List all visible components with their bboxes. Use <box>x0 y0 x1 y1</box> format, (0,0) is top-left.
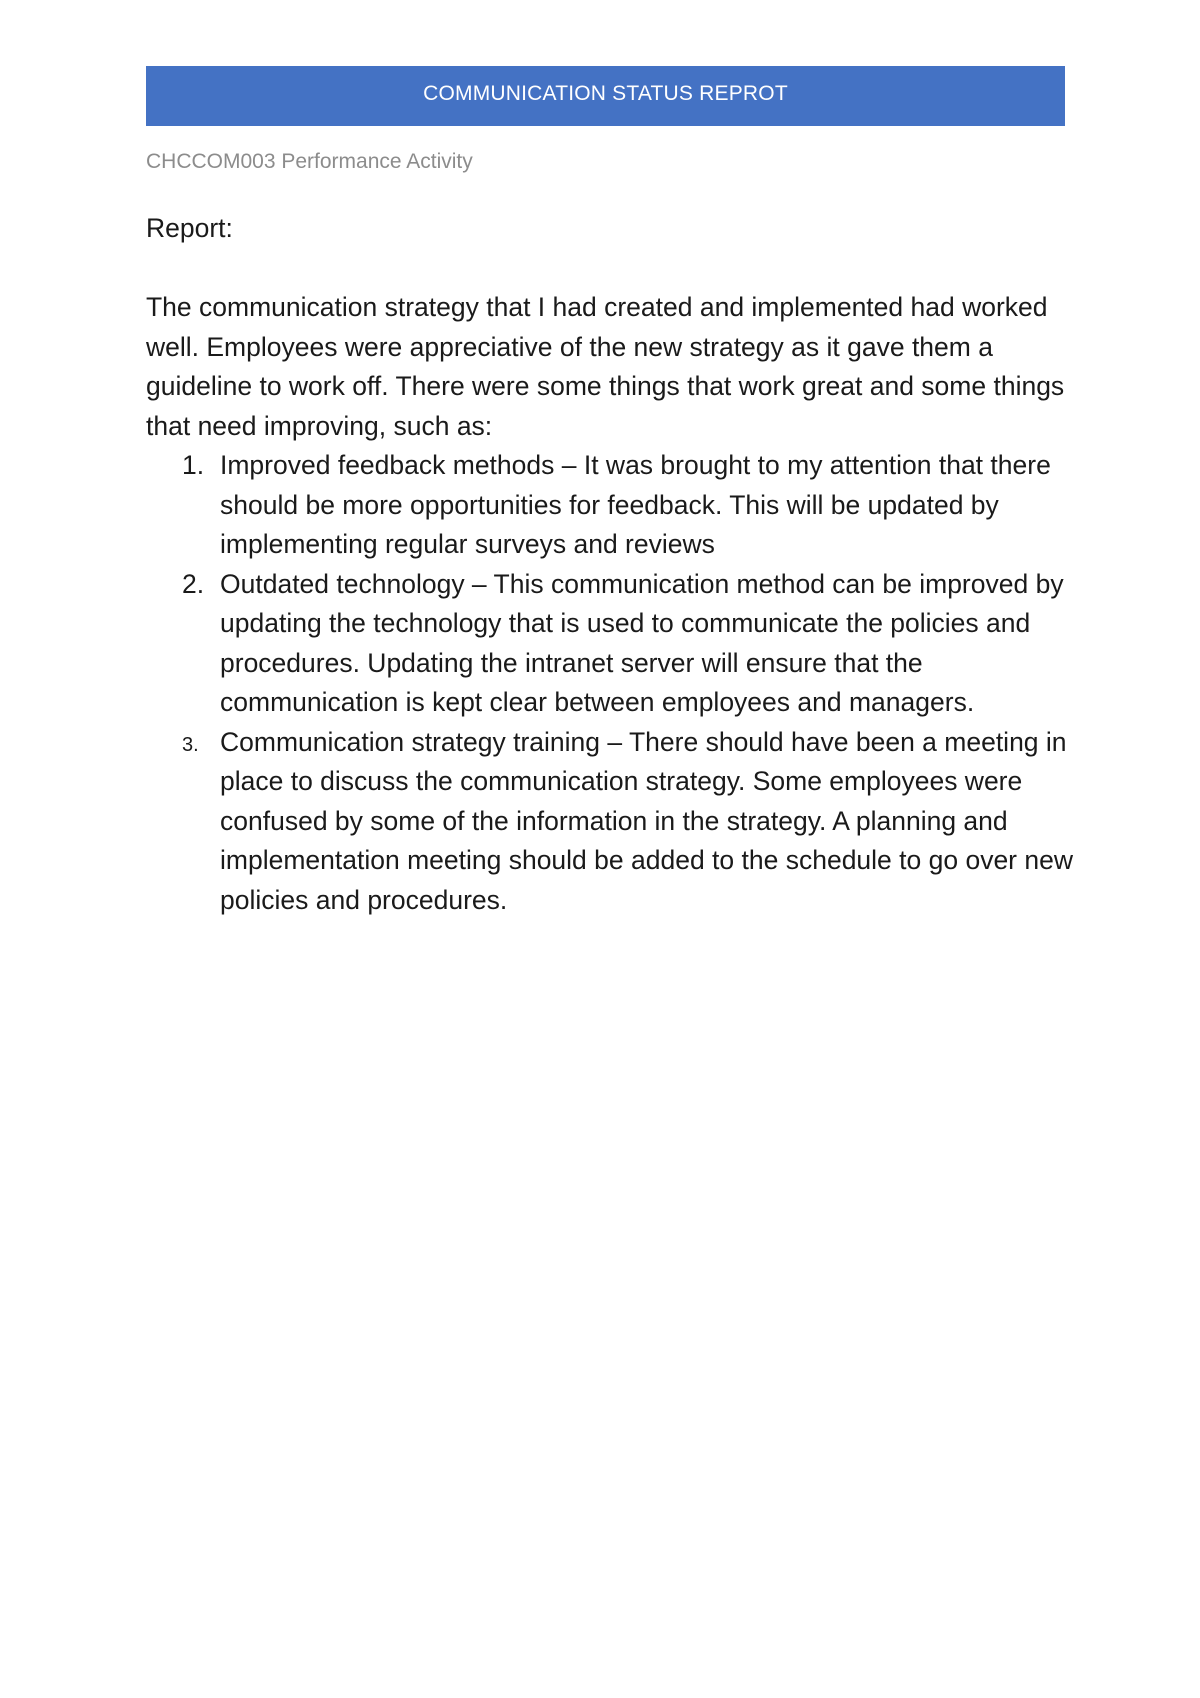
report-content <box>146 209 1076 920</box>
title-banner <box>146 66 1065 126</box>
list-item-number: 3. <box>182 733 199 756</box>
list-item-text: Communication strategy training – There should have been a meeting in place to discuss the communication strategy. Some employees were confused by some of the information in the strategy. A planning and implementation meeting should be added to the schedule to go over new policies and procedures. <box>220 726 1073 915</box>
list-item-number: 1. <box>182 450 205 480</box>
intro-paragraph: The communication strategy that I had created and implemented had worked well. Employees were appreciative of the new strategy as it gave them a guideline to work off. There were some things that work great and some things that need improving, such as: <box>146 292 1065 441</box>
findings-list <box>146 446 1076 920</box>
list-item-number: 2. <box>182 568 205 599</box>
report-label: Report: <box>146 213 233 243</box>
list-item <box>146 446 1076 565</box>
document-title: COMMUNICATION STATUS REPROT <box>423 81 788 105</box>
list-item-text: Improved feedback methods – It was brought to my attention that there should be more opportunities for feedback. This will be updated by implementing regular surveys and reviews <box>220 450 1051 559</box>
list-item <box>146 565 1076 723</box>
document-subtitle: CHCCOM003 Performance Activity <box>146 150 473 173</box>
list-item-text: Outdated technology – This communication method can be improved by updating the technology that is used to communicate the policies and procedures. Updating the intranet server will ensure that the communication is kept clear between employees and managers. <box>220 568 1064 717</box>
list-item <box>146 723 1076 921</box>
